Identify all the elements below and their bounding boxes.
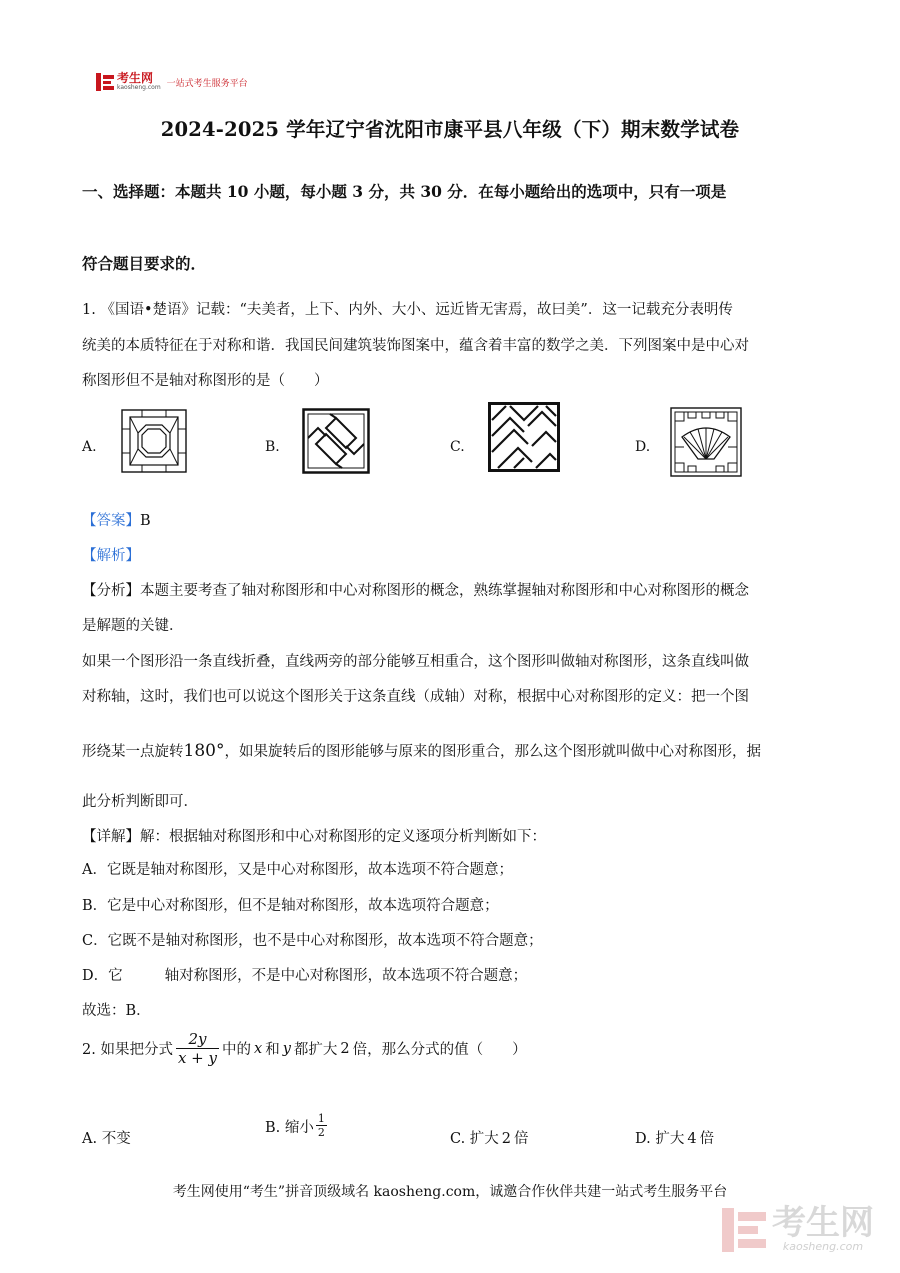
q1-option-a-label: A. — [82, 439, 97, 455]
q2-mid3: 都扩大 — [293, 1042, 338, 1058]
q1-stem-line1: 1. 《国语•楚语》记载：“夫美者，上下、内外、大小、远近皆无害焉，故曰美”．这一记载充分表明传 — [82, 302, 733, 318]
q1-fenxi-line4: 对称轴，这时，我们也可以说这个图形关于这条直线（成轴）对称，根据中心对称图形的定义：把一个图 — [82, 689, 749, 705]
q2-stem — [82, 1030, 527, 1067]
fraction-numerator: 2y — [176, 1030, 219, 1049]
answer-value: B — [140, 513, 151, 529]
var-y: y — [282, 1040, 291, 1057]
q1-detail-intro: 【详解】解：根据轴对称图形和中心对称图形的定义逐项分析判断如下： — [82, 829, 546, 845]
q1-fenxi-line3: 如果一个图形沿一条直线折叠，直线两旁的部分能够互相重合，这个图形叫做轴对称图形，这条直线叫做 — [82, 654, 749, 670]
var-x: x — [254, 1040, 263, 1057]
opt-d-text: D. 扩大 — [635, 1131, 685, 1147]
q2-option-c — [450, 1127, 529, 1148]
q2-opt-b-text: B. 缩小 — [265, 1120, 314, 1136]
q1-stem-line2: 统美的本质特征在于对称和谐．我国民间建筑装饰图案中，蕴含着丰富的数学之美．下列图案中是中心对 — [82, 338, 749, 354]
fan-lattice-icon — [670, 407, 742, 481]
page-title: 2024-2025 学年辽宁省沈阳市康平县八年级（下）期末数学试卷 — [160, 118, 740, 141]
q1-fenxi-line5 — [82, 740, 761, 761]
section-heading-line1: 一、选择题：本题共 10 小题，每小题 3 分，共 30 分．在每小题给出的选项中，只有一项是 — [82, 182, 727, 201]
logo-name: 考生网 — [117, 71, 154, 85]
q2-mid2: 和 — [265, 1042, 280, 1058]
q1-fenxi-line2: 是解题的关键． — [82, 618, 184, 634]
q2-option-d — [635, 1127, 714, 1148]
opt-c-text: C. 扩大 — [450, 1131, 499, 1147]
fenxi-5b: ，如果旋转后的图形能够与原来的图形重合，那么这个图形就叫做中心对称图形，据 — [224, 744, 761, 760]
interlock-square-icon — [302, 408, 370, 478]
opt-b-numerator: 1 — [317, 1112, 325, 1125]
q1-detail-b: B．它是中心对称图形，但不是轴对称图形，故本选项符合题意； — [82, 898, 499, 914]
kaosheng-logo-icon — [96, 73, 114, 91]
analysis-label: 【解析】 — [82, 548, 140, 564]
q1-choose: 故选：B． — [82, 1003, 151, 1019]
q1-detail-d — [82, 964, 527, 985]
q1-stem-line3: 称图形但不是轴对称图形的是（ ） — [82, 373, 329, 389]
detail-d-start: D．它 — [82, 968, 123, 984]
herringbone-icon — [488, 402, 560, 476]
opt-d-value: 4 — [687, 1131, 697, 1147]
fraction-denominator: x + y — [177, 1049, 217, 1067]
logo-slogan: 一站式考生服务平台 — [166, 78, 248, 89]
answer-label: 【答案】 — [82, 513, 140, 529]
page-footer: 考生网使用“考生”拼音顶级域名 kaosheng.com，诚邀合作伙伴共建一站式考生服务平台 — [172, 1184, 728, 1200]
q2-option-a: A. 不变 — [82, 1131, 131, 1147]
q2-option-b — [265, 1112, 327, 1139]
q1-option-b-label: B. — [265, 439, 280, 455]
opt-c-value: 2 — [501, 1131, 512, 1147]
detail-d-rest: 轴对称图形，不是中心对称图形，故本选项不符合题意； — [164, 968, 528, 984]
q1-option-c-label: C. — [450, 439, 465, 455]
site-logo — [96, 72, 248, 92]
watermark-name: 考生网 — [772, 1203, 874, 1243]
section-heading-line2: 符合题目要求的． — [82, 254, 207, 273]
rotation-angle: 180° — [183, 741, 225, 761]
q1-detail-c: C．它既不是轴对称图形，也不是中心对称图形，故本选项不符合题意； — [82, 933, 543, 949]
q1-fenxi-line6: 此分析判断即可． — [82, 794, 198, 810]
q2-suffix: 倍，那么分式的值（ ） — [352, 1042, 527, 1058]
q2-fraction — [176, 1030, 219, 1067]
opt-c-unit: 倍 — [514, 1131, 529, 1147]
octagon-lattice-icon — [121, 409, 187, 477]
q2-prefix: 2. 如果把分式 — [82, 1042, 173, 1058]
q1-answer — [82, 509, 151, 530]
q1-detail-a: A．它既是轴对称图形，又是中心对称图形，故本选项不符合题意； — [82, 862, 513, 878]
watermark-domain: kaosheng.com — [782, 1240, 864, 1253]
fenxi-5a: 形绕某一点旋转 — [82, 744, 184, 760]
q1-fenxi-line1: 【分析】本题主要考查了轴对称图形和中心对称图形的概念，熟练掌握轴对称图形和中心对称图形的概念 — [82, 583, 749, 599]
q2-factor: 2 — [340, 1040, 350, 1057]
q1-option-d-label: D. — [635, 439, 651, 455]
logo-domain: kaosheng.com — [117, 84, 161, 91]
q2-mid1: 中的 — [222, 1042, 251, 1058]
opt-b-denominator: 2 — [317, 1126, 325, 1139]
kaosheng-watermark-icon — [722, 1208, 766, 1252]
watermark — [722, 1203, 874, 1253]
q2-opt-b-fraction — [316, 1112, 327, 1139]
opt-d-unit: 倍 — [699, 1131, 715, 1147]
